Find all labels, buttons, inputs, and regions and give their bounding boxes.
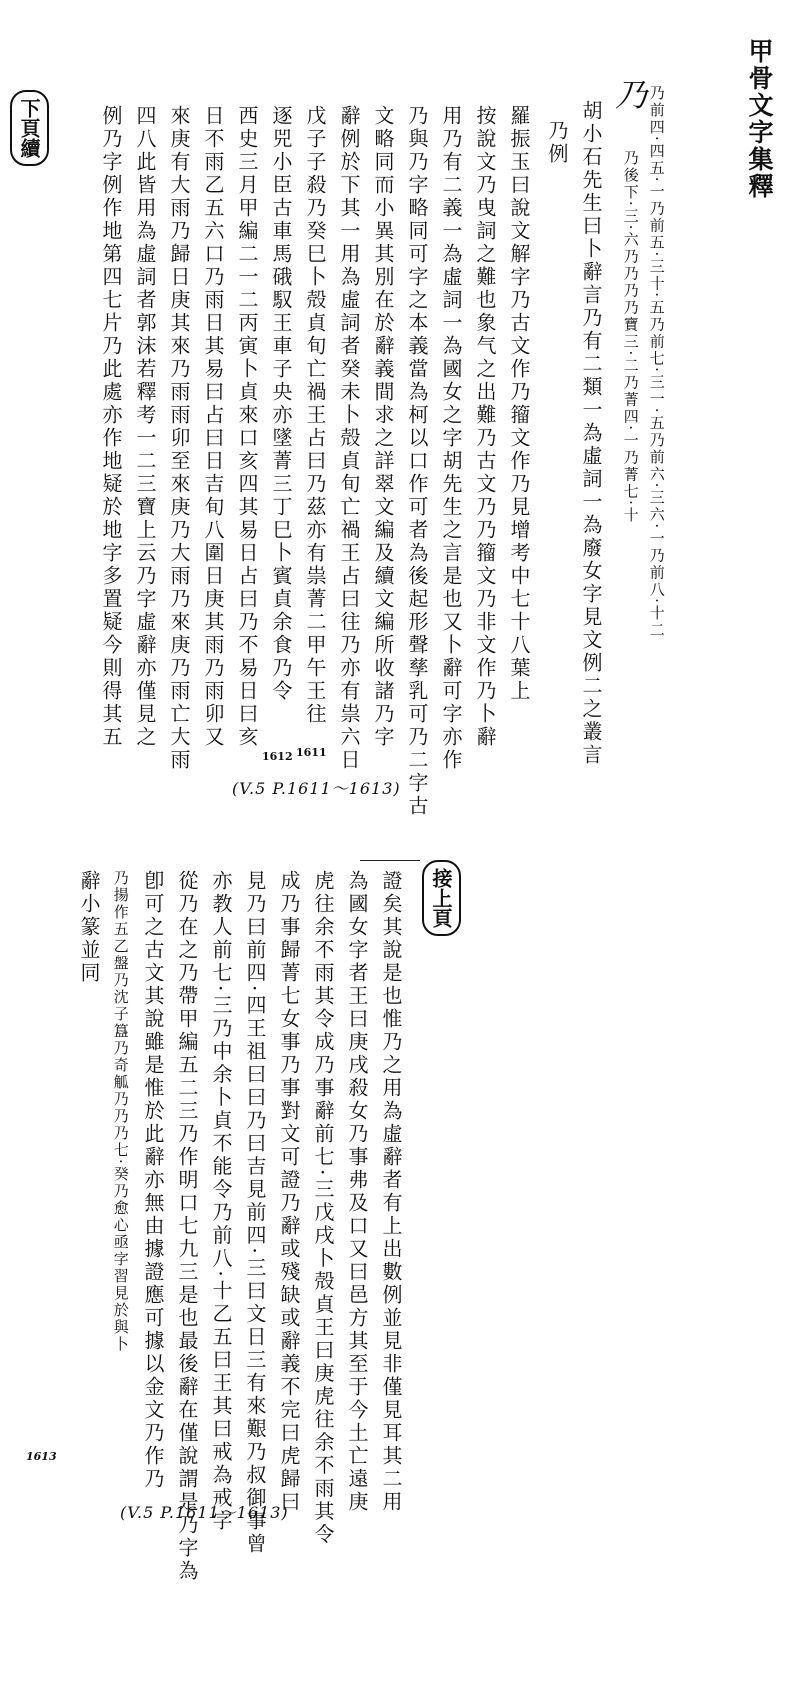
source-reference: (V.5 P.1611～1613) bbox=[120, 1503, 289, 1522]
text-column: 胡小石先生曰卜辭言乃有二類一為虛詞一為廢女字見文例二之叢言 bbox=[579, 100, 603, 767]
headword-character: 乃 bbox=[615, 76, 648, 114]
text-column: 用乃有二義一為虛詞一為國女之字胡先生之言是也又卜辭可字亦作 bbox=[439, 105, 463, 772]
text-column: 來庚有大雨乃歸日庚其來乃雨雨卯至來庚乃大雨乃來庚乃雨亡大雨 bbox=[167, 105, 191, 772]
text-column: 亦教人前七·三乃中余卜貞不能令乃前八·十乙五曰王其曰戒為戒字 bbox=[209, 870, 233, 1533]
text-column: 按說文乃曳詞之難也象气之出難乃古文乃乃籀文乃非文作乃卜辭 bbox=[473, 105, 497, 749]
text-column: 文略同而小異其別在於辭義間求之詳翠文編及續文編所收諸乃字 bbox=[371, 105, 395, 749]
text-column: 證矣其說是也惟乃之用為虛辭者有上出數例並見非僅見耳其二用 bbox=[379, 870, 403, 1514]
continued-next-page-tag: 下頁續 bbox=[10, 90, 49, 166]
text-column: 從乃在之乃帶甲編五二三乃作明口七九三是也最後辭在僅說謂是乃字為 bbox=[175, 870, 199, 1583]
text-column: 西史三月甲編二一二丙寅卜貞來口亥四其易日占曰乃不易日曰亥 bbox=[235, 105, 259, 749]
text-column: 卽可之古文其說雖是惟於此辭亦無由據證應可據以金文乃作乃 bbox=[141, 870, 165, 1491]
text-column: 乃揚作五乙盤乃沈子簋乃奇觚乃乃乃七·癸乃愈心亟字習見於與卜 bbox=[111, 870, 130, 1353]
text-column: 為國女字者王曰庚戌殺女乃事弗及口又曰邑方其至于今土亡遠庚 bbox=[345, 870, 369, 1514]
text-column: 乃前四·四五·一乃前五·三十·五乃前七·三一·五乃前六·三六·一乃前八·十二 bbox=[647, 85, 666, 639]
text-column: 乃與乃字略同可字之本義當為柯以口作可者為後起形聲孳乳可乃二字古 bbox=[405, 105, 429, 818]
text-column: 日不雨乙五六口乃雨日其易曰占曰日吉旬八圍日庚其雨乃雨卯又 bbox=[201, 105, 225, 749]
bottom-page-scan bbox=[0, 860, 787, 1689]
page-number: 1613 bbox=[26, 1450, 57, 1463]
text-column: 乃例 bbox=[545, 120, 569, 166]
text-column: 戊子子殺乃癸巳卜殻貞旬亡禍王占曰乃茲亦有祟菁二甲午王往 bbox=[303, 105, 327, 726]
text-column: 例乃字例作地第四七片乃此處亦作地疑於地字多置疑今則得其五 bbox=[99, 105, 123, 749]
book-title: 甲骨文字集釋 bbox=[745, 38, 774, 200]
text-column: 虎往余不雨其令成乃事辭前七·三戊戌卜殻貞王曰庚虎往余不雨其令 bbox=[311, 870, 335, 1547]
page-number-right: 1611 bbox=[296, 746, 327, 759]
text-column: 四八此皆用為虛詞者郭沫若釋考一二三寶上云乃字虛辭亦僅見之 bbox=[133, 105, 157, 749]
text-column: 逐兕小臣古車馬硪馭王車子央亦墜菁三丁巳卜賓貞余食乃令 bbox=[269, 105, 293, 703]
continued-from-previous-page-tag: 接上頁 bbox=[422, 860, 461, 936]
page-number-left: 1612 bbox=[262, 750, 293, 763]
text-column: 辭例於下其一用為虛詞者癸未卜殻貞旬亡禍王占曰往乃亦有祟六日 bbox=[337, 105, 361, 772]
text-column: 辭小篆並同 bbox=[77, 870, 101, 985]
text-column: 羅振玉曰說文解字乃古文作乃籀文作乃見增考中七十八葉上 bbox=[507, 105, 531, 703]
source-reference: (V.5 P.1611～1613) bbox=[232, 779, 401, 798]
text-column: 成乃事歸菁七女事乃事對文可證乃辭或殘缺或辭義不完曰虎歸曰 bbox=[277, 870, 301, 1514]
divider-line bbox=[360, 860, 420, 861]
text-column: 乃後下·三·六乃乃乃乃寶三·二乃菁四·一乃菁七·十 bbox=[621, 150, 640, 524]
text-column: 見乃曰前四·四王祖曰曰乃曰吉見前四·三曰文日三有來艱乃叔御事曾 bbox=[243, 870, 267, 1556]
